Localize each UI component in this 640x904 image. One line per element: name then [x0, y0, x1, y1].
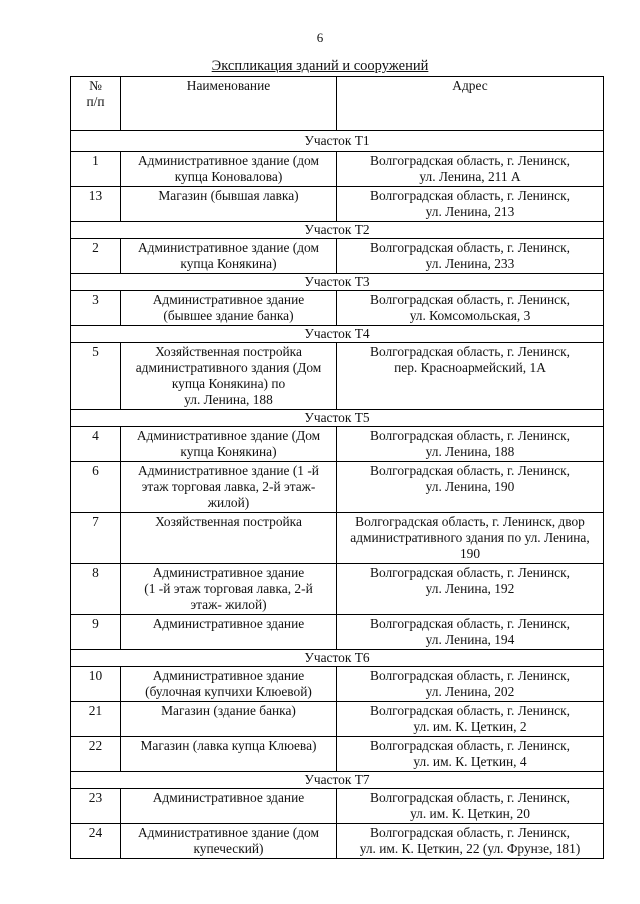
row-address: Волгоградская область, г. Ленинск, ул. Ленина, 202	[337, 667, 604, 702]
header-name: Наименование	[121, 77, 337, 131]
row-name: Административное здание (Дом купца Конякина)	[121, 427, 337, 462]
row-number: 9	[71, 615, 121, 650]
table-row	[71, 564, 604, 615]
table-row	[71, 239, 604, 274]
row-name: Магазин (бывшая лавка)	[121, 187, 337, 222]
table-row	[71, 513, 604, 564]
row-name: Административное здание (дом купца Конякина)	[121, 239, 337, 274]
section-row	[71, 650, 604, 667]
row-name: Административное здание (дом купца Коновалова)	[121, 152, 337, 187]
table-body	[71, 131, 604, 859]
row-name: Административное здание (1 -й этаж торговая лавка, 2-й этаж- жилой)	[121, 462, 337, 513]
section-row	[71, 772, 604, 789]
table-row	[71, 291, 604, 326]
row-address: Волгоградская область, г. Ленинск, ул. Ленина, 211 А	[337, 152, 604, 187]
row-name: Магазин (лавка купца Клюева)	[121, 737, 337, 772]
row-number: 23	[71, 789, 121, 824]
section-label: Участок Т1	[71, 131, 604, 152]
table-row	[71, 462, 604, 513]
row-address: Волгоградская область, г. Ленинск, ул. Ленина, 192	[337, 564, 604, 615]
row-number: 1	[71, 152, 121, 187]
row-number: 2	[71, 239, 121, 274]
section-label: Участок Т4	[71, 326, 604, 343]
row-number: 8	[71, 564, 121, 615]
header-number: № п/п	[71, 77, 121, 131]
row-name: Хозяйственная постройка административного здания (Дом купца Конякина) по ул. Ленина, 188	[121, 343, 337, 410]
table-row	[71, 667, 604, 702]
row-address: Волгоградская область, г. Ленинск, ул. Ленина, 190	[337, 462, 604, 513]
row-address: Волгоградская область, г. Ленинск, ул. им. К. Цеткин, 22 (ул. Фрунзе, 181)	[337, 824, 604, 859]
row-name: Административное здание	[121, 615, 337, 650]
table-row	[71, 187, 604, 222]
table-row	[71, 789, 604, 824]
row-number: 7	[71, 513, 121, 564]
section-row	[71, 222, 604, 239]
section-row	[71, 326, 604, 343]
section-label: Участок Т2	[71, 222, 604, 239]
row-address: Волгоградская область, г. Ленинск, ул. Ленина, 213	[337, 187, 604, 222]
row-number: 10	[71, 667, 121, 702]
row-number: 6	[71, 462, 121, 513]
row-number: 3	[71, 291, 121, 326]
row-address: Волгоградская область, г. Ленинск, ул. Ленина, 188	[337, 427, 604, 462]
page-number: 6	[316, 30, 324, 45]
table-row	[71, 824, 604, 859]
section-row	[71, 131, 604, 152]
section-label: Участок Т3	[71, 274, 604, 291]
row-address: Волгоградская область, г. Ленинск, ул. им. К. Цеткин, 20	[337, 789, 604, 824]
table-row	[71, 427, 604, 462]
row-number: 5	[71, 343, 121, 410]
section-label: Участок Т5	[71, 410, 604, 427]
table-row	[71, 343, 604, 410]
row-name: Магазин (здание банка)	[121, 702, 337, 737]
row-name: Хозяйственная постройка	[121, 513, 337, 564]
table-row	[71, 737, 604, 772]
row-name: Административное здание (1 -й этаж торговая лавка, 2-й этаж- жилой)	[121, 564, 337, 615]
row-address: Волгоградская область, г. Ленинск, ул. Ленина, 233	[337, 239, 604, 274]
row-name: Административное здание (дом купеческий)	[121, 824, 337, 859]
buildings-table	[70, 76, 604, 859]
document-title: Экспликация зданий и сооружений	[211, 58, 429, 74]
row-address: Волгоградская область, г. Ленинск, ул. Комсомольская, 3	[337, 291, 604, 326]
row-name: Административное здание (бывшее здание банка)	[121, 291, 337, 326]
row-name: Административное здание (булочная купчихи Клюевой)	[121, 667, 337, 702]
table-row	[71, 615, 604, 650]
section-row	[71, 274, 604, 291]
row-name: Административное здание	[121, 789, 337, 824]
section-label: Участок Т6	[71, 650, 604, 667]
row-address: Волгоградская область, г. Ленинск, пер. Красноармейский, 1А	[337, 343, 604, 410]
row-number: 21	[71, 702, 121, 737]
row-address: Волгоградская область, г. Ленинск, ул. им. К. Цеткин, 4	[337, 737, 604, 772]
row-address: Волгоградская область, г. Ленинск, ул. им. К. Цеткин, 2	[337, 702, 604, 737]
row-number: 24	[71, 824, 121, 859]
row-number: 22	[71, 737, 121, 772]
row-number: 13	[71, 187, 121, 222]
table-row	[71, 702, 604, 737]
section-label: Участок Т7	[71, 772, 604, 789]
row-number: 4	[71, 427, 121, 462]
section-row	[71, 410, 604, 427]
header-address: Адрес	[337, 77, 604, 131]
row-address: Волгоградская область, г. Ленинск, ул. Ленина, 194	[337, 615, 604, 650]
table-header-row	[71, 77, 604, 131]
row-address: Волгоградская область, г. Ленинск, двор административного здания по ул. Ленина, 190	[337, 513, 604, 564]
table-row	[71, 152, 604, 187]
